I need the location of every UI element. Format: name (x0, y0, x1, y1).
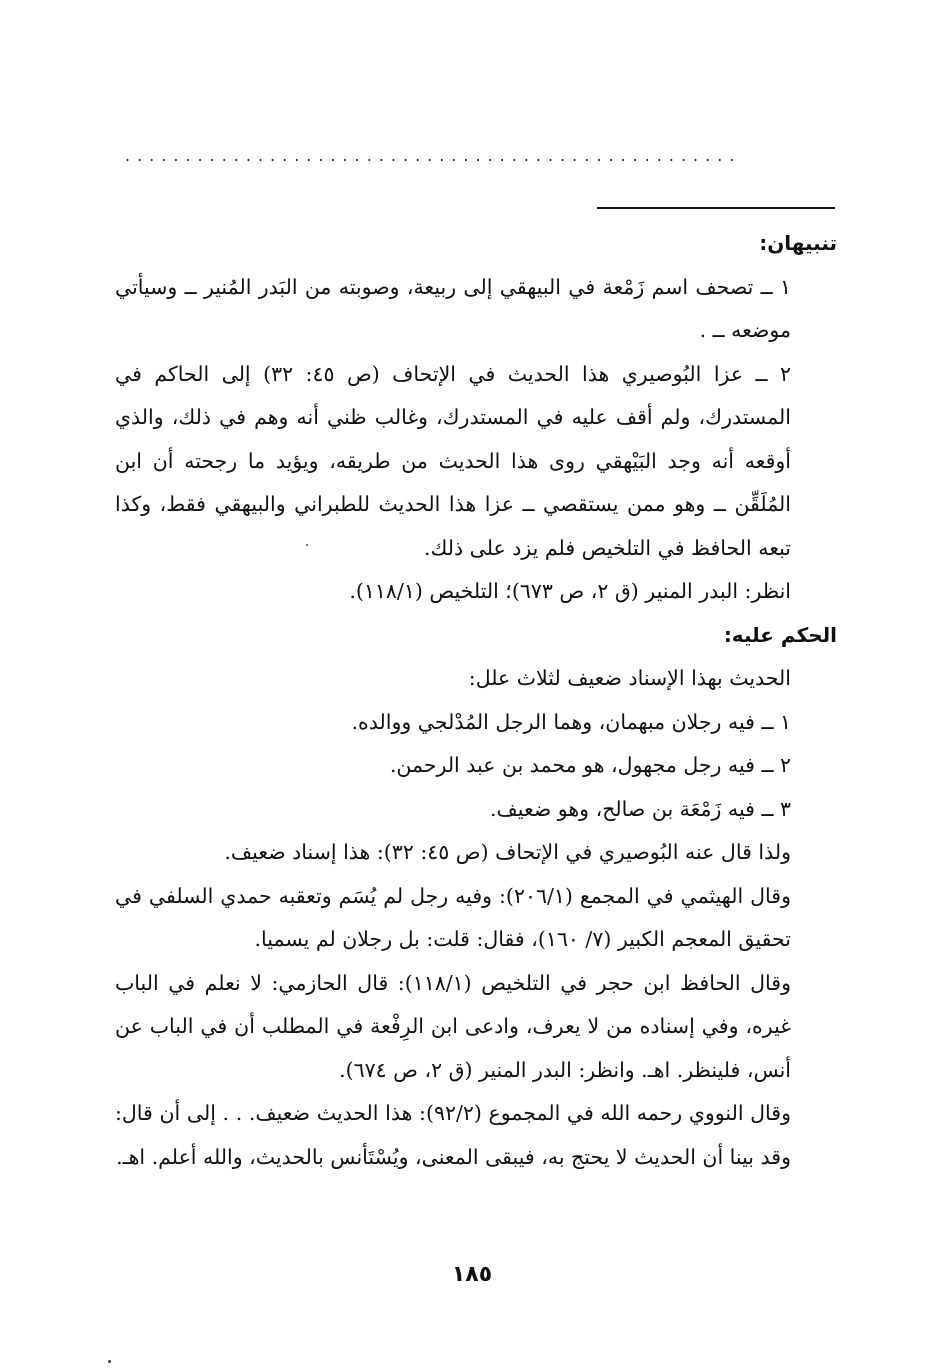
separator-dots: ................................................... (125, 146, 742, 165)
defect-item-3: ٣ ــ فيه زَمْعَة بن صالح، وهو ضعيف. (490, 796, 791, 821)
ruling-intro: الحديث بهذا الإسناد ضعيف لثلاث علل: (468, 666, 791, 690)
footnote-rule (597, 207, 835, 209)
reference-line: انظر: البدر المنير (ق ٢، ص ٦٧٣)؛ التلخيص (١١٨/١). (349, 579, 791, 603)
scan-speck (108, 1360, 111, 1363)
note-paragraph-2: ٢ ــ عزا البُوصيري هذا الحديث في الإتحاف (ص ٤٥: ٣٢) إلى الحاكم في المستدرك، ولم أقف عليه في المستدرك، وغالب ظني أنه وهم في ذلك، والذي أوقعه أنه وجد البَيْهقي روى هذا الحديث من طريقه، ويؤيد ما رجحته أن ابن المُلَقِّن ــ وهو ممن يستقصي ــ عزا هذا الحديث للطبراني والبيهقي فقط، وكذا تبعه الحافظ في التلخيص فلم يزد على ذلك. (115, 361, 791, 560)
section-heading-notes: تنبيهان: (759, 231, 837, 255)
ruling-paragraph-2: وقال الهيثمي في المجمع (٢٠٦/١): وفيه رجل لم يُسَم وتعقبه حمدي السلفي في تحقيق المعجم الكبير (٧/ ١٦٠)، فقال: قلت: بل رجلان لم يسميا. (115, 883, 792, 951)
scan-speck (306, 544, 308, 546)
ruling-paragraph-4: وقال النووي رحمه الله في المجموع (٩٢/٢): هذا الحديث ضعيف. . . إلى أن قال: وقد بينا أن الحديث لا يحتج به، فيبقى المعنى، ويُسْتَأنس بالحديث، والله أعلم. اهـ. (115, 1101, 791, 1169)
defect-item-1: ١ ــ فيه رجلان مبهمان، وهما الرجل المُدْلجي ووالده. (351, 709, 791, 734)
ruling-paragraph-3: وقال الحافظ ابن حجر في التلخيص (١١٨/١): قال الحازمي: لا نعلم في الباب غيره، وفي إسناده من لا يعرف، وادعى ابن الرِفْعة في المطلب أن في الباب عن أنس، فلينظر. اهـ. وانظر: البدر المنير (ق ٢، ص ٦٧٤). (115, 970, 792, 1082)
page-number: ١٨٥ (451, 1262, 493, 1287)
body-text (115, 222, 837, 1179)
note-paragraph-1: ١ ــ تصحف اسم زَمْعة في البيهقي إلى ربيعة، وصوبته من البَدر المُنير ــ وسيأتي موضعه ــ . (115, 274, 791, 342)
defect-item-2: ٢ ــ فيه رجل مجهول، هو محمد بن عبد الرحمن. (389, 753, 791, 777)
ruling-paragraph-1: ولذا قال عنه البُوصيري في الإتحاف (ص ٤٥: ٣٢): هذا إسناد ضعيف. (224, 840, 791, 864)
section-heading-ruling: الحكم عليه: (723, 622, 837, 647)
